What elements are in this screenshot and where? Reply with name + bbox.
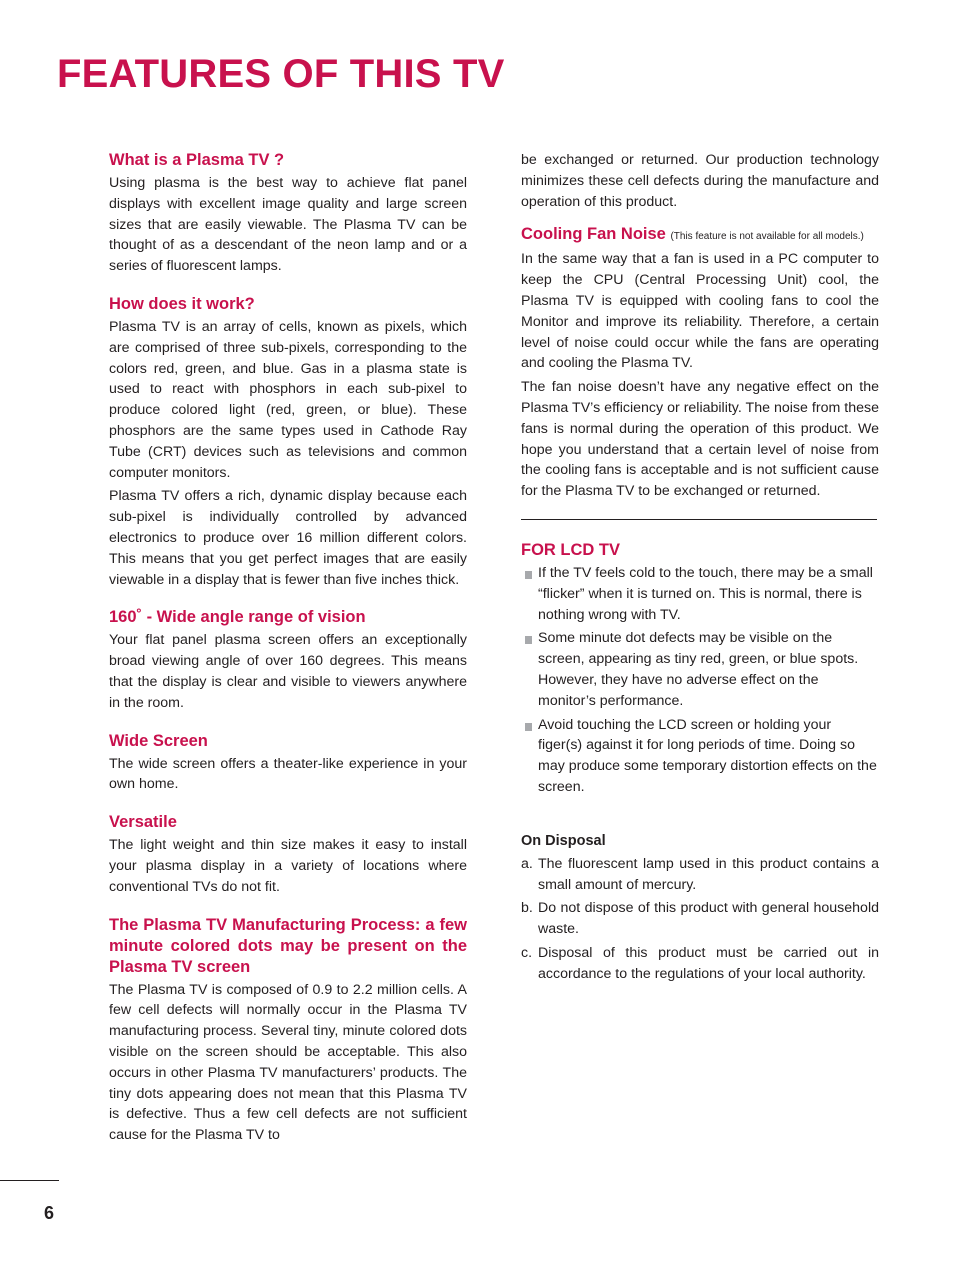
page-title: FEATURES OF THIS TV: [57, 52, 505, 96]
paragraph-wide-angle: Your flat panel plasma screen offers an exceptionally broad viewing angle of over 160 degrees. This means that the display is clear and visible to viewers anywhere in the room.: [109, 632, 467, 711]
square-bullet-icon: [525, 723, 532, 731]
item-text: Do not dispose of this product with general household waste.: [538, 900, 879, 938]
heading-wide-angle: 160˚ - Wide angle range of vision: [109, 608, 366, 627]
square-bullet-icon: [525, 636, 532, 644]
paragraph-versatile: The light weight and thin size makes it easy to install your plasma display in a variety of locations where conventional TVs do not fit.: [109, 837, 467, 895]
heading-versatile: Versatile: [109, 813, 177, 832]
item-letter: b.: [521, 900, 533, 917]
list-item: [521, 854, 879, 896]
heading-wide-screen: Wide Screen: [109, 731, 208, 750]
paragraph-wide-screen: The wide screen offers a theater-like experience in your own home.: [109, 755, 467, 793]
paragraph-how-it-works-2: Plasma TV offers a rich, dynamic display because each sub-pixel is individually controlled by advanced electronics to produce over 16 million different colors. This means that you get perfect images that are easily viewable in a display that is fewer than five inches thick.: [109, 488, 467, 588]
paragraph-fan-2: The fan noise doesn’t have any negative effect on the Plasma TV’s efficiency or reliability. The noise from these fans is normal during the operation of this product. We hope you understand that a certain level of noise from the cooling fans is acceptable and is not sufficient cause for the Plasma TV to be exchanged or returned.: [521, 379, 879, 500]
section-divider: [521, 519, 877, 520]
bullet-text: Avoid touching the LCD screen or holding your figer(s) against it for long periods of time. Doing so may produce some temporary distortion effects on the screen.: [538, 716, 877, 795]
right-column: [521, 150, 879, 988]
bullet-text: If the TV feels cold to the touch, there may be a small “flicker” when it is turned on. This is normal, there is nothing wrong with TV.: [538, 564, 873, 623]
bullet-text: Some minute dot defects may be visible on the screen, appearing as tiny red, green, or blue spots. However, they have no adverse effect on the monitor’s performance.: [538, 630, 859, 709]
item-text: The fluorescent lamp used in this product contains a small amount of mercury.: [538, 855, 879, 893]
list-item: [521, 715, 879, 798]
heading-how-it-works: How does it work?: [109, 294, 255, 313]
footer-rule: [0, 1180, 59, 1181]
heading-on-disposal: On Disposal: [521, 832, 606, 849]
list-item: [521, 628, 879, 711]
availability-note: (This feature is not available for all models.): [670, 231, 864, 243]
item-letter: c.: [521, 944, 533, 961]
square-bullet-icon: [525, 571, 532, 579]
list-item: [521, 898, 879, 940]
item-text: Disposal of this product must be carried out in accordance to the regulations of your local authority.: [538, 944, 879, 982]
list-item: [521, 563, 879, 625]
paragraph-continuation: be exchanged or returned. Our production technology minimizes these cell defects during the manufacture and operation of this product.: [521, 152, 879, 210]
paragraph-how-it-works-1: Plasma TV is an array of cells, known as pixels, which are comprised of three sub-pixels, corresponding to the colors red, green, and blue. Gas in a plasma state is used to react with phosphors in each sub-pixel to produce colored light (red, green, or blue). These phosphors are the same types used in Cathode Ray Tube (CRT) devices such as televisions and common computer monitors.: [109, 318, 467, 481]
page-number: 6: [44, 1203, 55, 1223]
cooling-fan-title: Cooling Fan Noise: [521, 225, 666, 244]
item-letter: a.: [521, 855, 533, 872]
left-column: [109, 150, 467, 1146]
paragraph-what-is-plasma: Using plasma is the best way to achieve flat panel displays with excellent image quality and large screen sizes that are easily viewable. The Plasma TV can be thought of as a descendant of the neon lamp and or a series of fluorescent lamps.: [109, 175, 467, 275]
heading-what-is-plasma: What is a Plasma TV ?: [109, 151, 285, 169]
heading-manufacturing-process: The Plasma TV Manufacturing Process: a few minute colored dots may be present on the Plasma TV screen: [109, 915, 467, 976]
paragraph-fan-1: In the same way that a fan is used in a PC computer to keep the CPU (Central Processing Unit) cool, the Plasma TV is equipped with cooling fans to cool the Monitor and improve its reliability. Therefore, a certain level of noise could occur while the fans are operating and cooling the Plasma TV.: [521, 251, 879, 372]
disposal-list: [521, 854, 879, 985]
lcd-bullet-list: [521, 563, 879, 798]
paragraph-manufacturing-process: The Plasma TV is composed of 0.9 to 2.2 million cells. A few cell defects will normally occur in the Plasma TV manufacturing process. Several tiny, minute colored dots visible on the screen should be acceptable. This also occurs in other Plasma TV manufacturers’ products. The tiny dots appearing does not mean that this Plasma TV is defective. Thus a few cell defects are not sufficient cause for the Plasma TV to: [109, 981, 467, 1144]
heading-cooling-fan-noise: [521, 224, 879, 247]
list-item: [521, 943, 879, 985]
heading-for-lcd-tv: FOR LCD TV: [521, 540, 620, 559]
